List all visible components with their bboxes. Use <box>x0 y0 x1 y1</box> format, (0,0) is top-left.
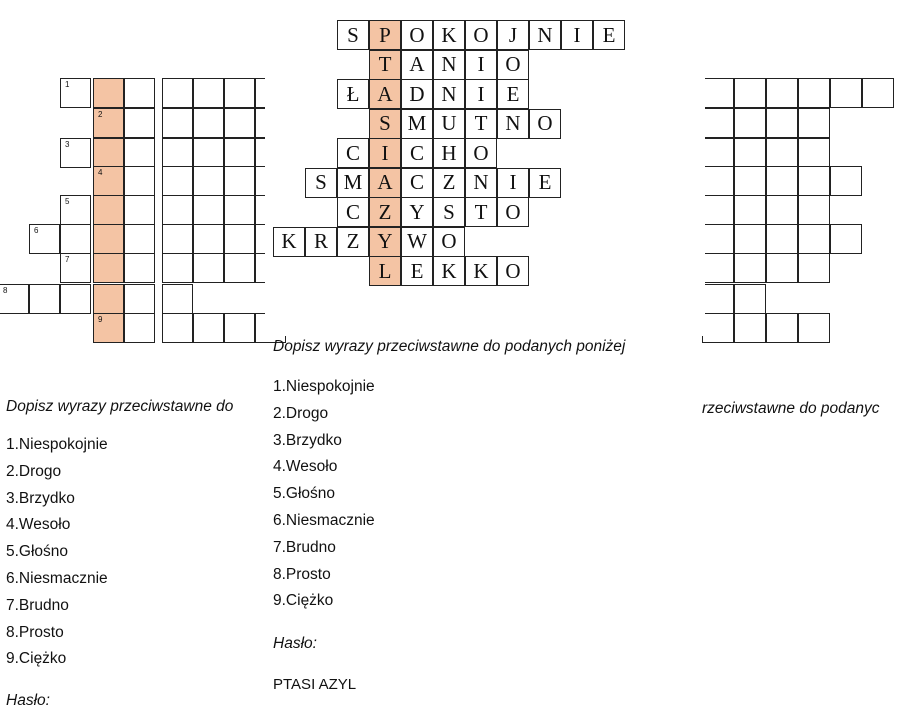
letter-cell: Ł <box>337 79 369 109</box>
letter-cell: I <box>369 138 401 168</box>
crossword-cell <box>60 195 91 225</box>
crossword-cell <box>93 166 124 196</box>
crossword-cell <box>702 224 734 254</box>
crossword-cell <box>29 224 60 254</box>
crossword-cell <box>29 284 60 314</box>
crossword-cell <box>734 313 766 343</box>
letter-cell: E <box>401 256 433 286</box>
crossword-cell <box>224 166 255 196</box>
crossword-cell <box>93 195 124 225</box>
crossword-cell <box>162 284 193 314</box>
crossword-cell <box>224 253 255 283</box>
right-instruction: rzeciwstawne do podanyc <box>702 400 880 417</box>
center-clue-3: 3.Brzydko <box>273 431 342 449</box>
center-clue-1: 1.Niespokojnie <box>273 378 375 395</box>
crossword-cell <box>124 253 155 283</box>
crossword-cell <box>862 78 894 108</box>
left-clue-8: 8.Prosto <box>6 623 64 641</box>
crossword-cell <box>124 224 155 254</box>
crossword-cell <box>0 284 29 314</box>
letter-cell: K <box>465 256 497 286</box>
crossword-cell <box>702 78 734 108</box>
crossword-cell <box>124 284 155 314</box>
crossword-cell <box>766 195 798 225</box>
left-clue-9: 9.Ciężko <box>6 650 67 668</box>
letter-cell: L <box>369 256 401 286</box>
letter-cell: E <box>497 79 529 109</box>
center-clue-9: 9.Ciężko <box>273 592 334 610</box>
crossword-cell <box>224 224 255 254</box>
crossword-cell <box>734 195 766 225</box>
crossword-cell <box>193 253 224 283</box>
crossword-cell <box>162 253 193 283</box>
crossword-cell <box>734 108 766 138</box>
crossword-cell <box>93 284 124 314</box>
crossword-cell <box>193 78 224 108</box>
crossword-cell <box>162 195 193 225</box>
letter-cell: O <box>465 138 497 168</box>
letter-cell: S <box>369 109 401 139</box>
center-clue-2: 2.Drogo <box>273 404 329 422</box>
letter-cell: A <box>369 79 401 109</box>
crossword-cell <box>734 253 766 283</box>
letter-cell: I <box>465 50 497 80</box>
letter-cell: P <box>369 20 401 50</box>
clue-number: 3 <box>65 140 70 149</box>
letter-cell: U <box>433 109 465 139</box>
left-crossword-grid <box>0 0 270 350</box>
letter-cell: E <box>529 168 561 198</box>
crossword-cell <box>798 166 830 196</box>
clue-number: 9 <box>98 315 103 324</box>
crossword-cell <box>798 108 830 138</box>
crossword-cell <box>162 224 193 254</box>
crossword-cell <box>124 108 155 138</box>
letter-cell: C <box>401 168 433 198</box>
crossword-cell <box>734 78 766 108</box>
letter-cell: N <box>433 50 465 80</box>
crossword-cell <box>734 166 766 196</box>
letter-cell: M <box>337 168 369 198</box>
letter-cell: D <box>401 79 433 109</box>
clue-number: 4 <box>98 168 103 177</box>
left-clue-4: 4.Wesoło <box>6 516 71 534</box>
letter-cell: O <box>401 20 433 50</box>
center-clue-7: 7.Brudno <box>273 538 336 556</box>
crossword-cell <box>766 253 798 283</box>
letter-cell: J <box>497 20 529 50</box>
crossword-cell <box>798 253 830 283</box>
crossword-cell <box>830 78 862 108</box>
crossword-cell <box>60 138 91 168</box>
crossword-cell <box>702 253 734 283</box>
crossword-cell <box>224 313 255 343</box>
crossword-cell <box>93 313 124 343</box>
crossword-cell <box>162 313 193 343</box>
center-haslo-label: Hasło: <box>273 635 317 652</box>
crossword-cell <box>224 195 255 225</box>
clue-number: 8 <box>3 286 8 295</box>
crossword-cell <box>124 138 155 168</box>
letter-cell: H <box>433 138 465 168</box>
crossword-cell <box>702 195 734 225</box>
letter-cell: C <box>337 138 369 168</box>
crossword-cell <box>60 78 91 108</box>
left-instruction-clip <box>6 396 254 420</box>
center-instruction: Dopisz wyrazy przeciwstawne do podanych poniżej <box>273 338 626 355</box>
letter-cell: O <box>497 256 529 286</box>
crossword-cell <box>93 138 124 168</box>
crossword-cell <box>193 108 224 138</box>
letter-cell: R <box>305 227 337 257</box>
crossword-cell <box>224 78 255 108</box>
left-clue-1: 1.Niespokojnie <box>6 436 108 453</box>
crossword-cell <box>798 78 830 108</box>
crossword-cell <box>193 313 224 343</box>
crossword-cell <box>830 224 862 254</box>
crossword-cell <box>60 253 91 283</box>
letter-cell: S <box>433 197 465 227</box>
crossword-cell <box>702 166 734 196</box>
letter-cell: O <box>529 109 561 139</box>
letter-cell: K <box>433 20 465 50</box>
crossword-cell <box>766 166 798 196</box>
letter-cell: Y <box>369 227 401 257</box>
letter-cell: N <box>529 20 561 50</box>
left-clue-7: 7.Brudno <box>6 596 69 614</box>
crossword-cell <box>766 108 798 138</box>
letter-cell: A <box>369 168 401 198</box>
crossword-cell <box>766 138 798 168</box>
crossword-cell <box>798 195 830 225</box>
crossword-cell <box>830 166 862 196</box>
crossword-cell <box>702 108 734 138</box>
letter-cell: I <box>561 20 593 50</box>
letter-cell: Z <box>433 168 465 198</box>
clue-number: 7 <box>65 255 70 264</box>
crossword-cell <box>224 108 255 138</box>
crossword-cell <box>224 138 255 168</box>
left-clue-2: 2.Drogo <box>6 462 62 480</box>
letter-cell: S <box>337 20 369 50</box>
letter-cell: I <box>497 168 529 198</box>
letter-cell: N <box>497 109 529 139</box>
letter-cell: I <box>465 79 497 109</box>
crossword-cell <box>162 108 193 138</box>
crossword-cell <box>124 166 155 196</box>
letter-cell: O <box>465 20 497 50</box>
crossword-cell <box>766 313 798 343</box>
crossword-cell <box>162 138 193 168</box>
crossword-cell <box>734 224 766 254</box>
letter-cell: O <box>497 50 529 80</box>
clue-number: 6 <box>34 226 39 235</box>
crossword-cell <box>60 224 91 254</box>
letter-cell: N <box>433 79 465 109</box>
letter-cell: O <box>497 197 529 227</box>
crossword-cell <box>193 224 224 254</box>
crossword-cell <box>798 224 830 254</box>
letter-cell: K <box>433 256 465 286</box>
crossword-cell <box>162 78 193 108</box>
crossword-cell <box>93 78 124 108</box>
letter-cell: M <box>401 109 433 139</box>
left-clue-3: 3.Brzydko <box>6 489 75 507</box>
crossword-cell <box>162 166 193 196</box>
crossword-cell <box>124 313 155 343</box>
letter-cell: S <box>305 168 337 198</box>
crossword-cell <box>124 195 155 225</box>
left-haslo-label: Hasło: <box>6 692 50 709</box>
password-answer: PTASI AZYL <box>273 676 357 693</box>
center-clue-8: 8.Prosto <box>273 565 331 583</box>
crossword-cell <box>734 138 766 168</box>
crossword-cell <box>93 253 124 283</box>
clue-number: 5 <box>65 197 70 206</box>
letter-cell: T <box>369 50 401 80</box>
crossword-cell <box>124 78 155 108</box>
crossword-cell <box>60 284 91 314</box>
crossword-cell <box>702 284 734 314</box>
crossword-cell <box>798 138 830 168</box>
crossword-cell <box>193 166 224 196</box>
center-clue-6: 6.Niesmacznie <box>273 512 375 529</box>
letter-cell: Y <box>401 197 433 227</box>
left-clue-5: 5.Głośno <box>6 543 69 561</box>
letter-cell: Z <box>369 197 401 227</box>
letter-cell: W <box>401 227 433 257</box>
letter-cell: T <box>465 109 497 139</box>
crossword-cell <box>193 138 224 168</box>
clue-number: 2 <box>98 110 103 119</box>
crossword-cell <box>93 108 124 138</box>
right-crossword-grid <box>700 0 900 350</box>
letter-cell: K <box>273 227 305 257</box>
left-clue-6: 6.Niesmacznie <box>6 570 108 587</box>
crossword-cell <box>702 313 734 343</box>
center-clue-4: 4.Wesoło <box>273 458 338 476</box>
center-clue-5: 5.Głośno <box>273 485 336 503</box>
letter-cell: T <box>465 197 497 227</box>
letter-cell: C <box>337 197 369 227</box>
crossword-cell <box>702 138 734 168</box>
filled-crossword <box>265 0 705 336</box>
crossword-cell <box>798 313 830 343</box>
letter-cell: N <box>465 168 497 198</box>
letter-cell: A <box>401 50 433 80</box>
letter-cell: O <box>433 227 465 257</box>
crossword-cell <box>93 224 124 254</box>
letter-cell: E <box>593 20 625 50</box>
clue-number: 1 <box>65 80 70 89</box>
crossword-cell <box>193 195 224 225</box>
crossword-cell <box>766 224 798 254</box>
letter-cell: Z <box>337 227 369 257</box>
letter-cell: C <box>401 138 433 168</box>
crossword-cell <box>734 284 766 314</box>
left-instruction: Dopisz wyrazy przeciwstawne do <box>6 398 234 415</box>
crossword-cell <box>766 78 798 108</box>
